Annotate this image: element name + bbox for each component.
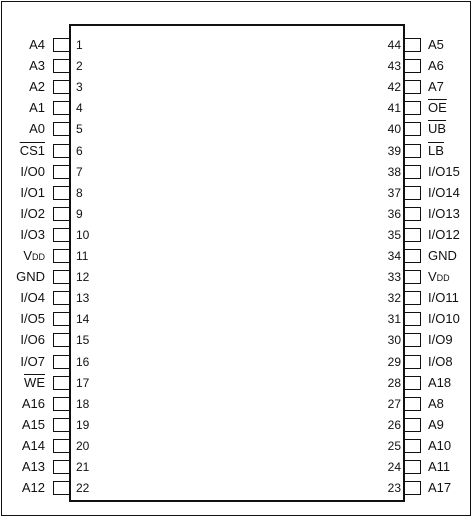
pin-label-text: I/O1 (20, 184, 45, 200)
pin-lead-left (53, 376, 69, 390)
pin-label (20, 144, 45, 158)
pin-label-text: I/O14 (428, 184, 460, 200)
pin-lead-left (53, 207, 69, 221)
pin-lead-left (53, 101, 69, 115)
pin-lead-right (405, 101, 421, 115)
pin-lead-left (53, 249, 69, 263)
pin-number: 4 (76, 101, 83, 116)
chip-body (69, 24, 405, 502)
pin-lead-left (53, 355, 69, 369)
pin-label (428, 122, 446, 136)
pin-label (20, 291, 45, 305)
pin-number: 17 (76, 375, 90, 390)
pin-lead-right (405, 418, 421, 432)
pin-lead-right (405, 122, 421, 136)
pin-lead-left (53, 397, 69, 411)
pin-label-text: I/O6 (20, 332, 45, 348)
pin-number: 23 (387, 481, 401, 496)
pin-label (24, 376, 45, 390)
pin-number: 2 (76, 59, 83, 74)
pin-lead-right (405, 312, 421, 326)
pin-label-text: GND (16, 269, 45, 285)
pin-lead-left (53, 333, 69, 347)
pin-lead-left (53, 59, 69, 73)
pin-lead-right (405, 481, 421, 495)
pin-number: 14 (76, 312, 90, 327)
pin-label (428, 38, 444, 52)
pin-label-text: I/O9 (428, 332, 453, 348)
pin-label (20, 355, 45, 369)
pin-number: 22 (76, 481, 90, 496)
pin-label-text: $\overline{LB}$ (428, 142, 444, 158)
pin-label-text: I/O5 (20, 311, 45, 327)
pin-label-text: I/O15 (428, 163, 460, 179)
pin-number: 36 (387, 206, 401, 221)
pin-number: 29 (387, 354, 401, 369)
pin-label (428, 481, 451, 495)
pin-label-text: I/O0 (20, 163, 45, 179)
pin-lead-left (53, 186, 69, 200)
pin-lead-left (53, 460, 69, 474)
pin-label (20, 312, 45, 326)
pin-number: 24 (387, 460, 401, 474)
pin-lead-left (53, 439, 69, 453)
pin-label-text: A8 (428, 395, 444, 411)
pin-label (428, 186, 460, 200)
pin-label-text: A5 (428, 37, 444, 52)
pin-number: 32 (387, 291, 401, 306)
pin-label (428, 270, 450, 284)
pin-number: 12 (76, 270, 90, 285)
orientation-notch (113, 24, 135, 25)
pin-label-text: I/O13 (428, 205, 460, 221)
pin-label (428, 439, 451, 453)
pin-label (29, 122, 45, 136)
pin-lead-left (53, 481, 69, 495)
pin-label-text: A9 (428, 416, 444, 432)
pin-lead-left (53, 418, 69, 432)
pin-label-text: A4 (29, 37, 45, 52)
pin-number: 30 (387, 333, 401, 348)
pin-number: 18 (76, 396, 90, 411)
pin-label-text: A13 (21, 459, 45, 474)
pin-label-text: A1 (29, 100, 45, 116)
pin-number: 10 (76, 227, 90, 242)
pin-lead-right (405, 80, 421, 94)
pin-number: 1 (76, 38, 83, 52)
pin-label-text: V (428, 269, 437, 285)
pin-label (428, 144, 444, 158)
pin-label (29, 38, 45, 52)
pin-lead-right (405, 59, 421, 73)
pin-number: 9 (76, 206, 83, 221)
pin-label-text: V (23, 248, 32, 263)
pin-lead-left (53, 270, 69, 284)
pin-lead-right (405, 207, 421, 221)
pin-label (428, 376, 451, 390)
pin-number: 34 (387, 249, 401, 263)
pin-lead-right (405, 355, 421, 369)
pin-number: 3 (76, 80, 83, 95)
pin-label (428, 333, 453, 347)
pin-label-text: $\overline{UB}$ (428, 121, 447, 137)
pin-label-text: $\overline{WE}$ (24, 374, 45, 390)
pin-number: 44 (387, 38, 401, 52)
pin-label (20, 228, 45, 242)
pin-label-text: A12 (21, 480, 45, 496)
pin-label (428, 312, 460, 326)
pin-label-subscript: DD (436, 273, 450, 284)
pin-number: 15 (76, 333, 90, 348)
pin-label (23, 249, 45, 263)
pin-lead-right (405, 38, 421, 52)
pin-label (22, 481, 45, 495)
pin-label-text: A18 (428, 374, 452, 390)
pin-number: 20 (76, 438, 90, 453)
pin-label (428, 207, 460, 221)
pin-label (20, 165, 45, 179)
pin-label-text: A10 (428, 437, 452, 453)
pin-number: 26 (387, 417, 401, 432)
pin-label (428, 397, 444, 411)
pin-label (20, 207, 45, 221)
pin-label (16, 270, 45, 284)
pin-lead-left (53, 144, 69, 158)
pin-number: 37 (387, 185, 401, 200)
pin-label-text: A3 (29, 58, 45, 74)
pin-label-text: I/O3 (20, 226, 45, 242)
pin-number: 6 (76, 143, 83, 158)
pin-lead-left (53, 165, 69, 179)
pin-label-subscript: DD (32, 252, 45, 262)
pin-label-text: I/O12 (428, 226, 460, 242)
pin-label-text: A17 (428, 480, 452, 496)
pin-label (20, 186, 45, 200)
pin-label (428, 291, 459, 305)
pin-label (428, 418, 444, 432)
pin-label-text: I/O8 (428, 353, 453, 369)
pin-label-text: I/O11 (428, 290, 459, 306)
pin-number: 11 (76, 249, 89, 263)
pin-label-text: A6 (428, 58, 444, 74)
pin-number: 33 (387, 270, 401, 285)
pin-number: 8 (76, 185, 83, 200)
pin-lead-right (405, 376, 421, 390)
pin-number: 16 (76, 354, 90, 369)
pin-number: 5 (76, 122, 83, 137)
pin-lead-left (53, 291, 69, 305)
pin-label (428, 228, 460, 242)
pin-number: 31 (387, 312, 401, 327)
pin-label-text: I/O10 (428, 311, 460, 327)
pin-label (428, 460, 450, 474)
pin-number: 13 (76, 291, 90, 306)
pin-label (22, 460, 45, 474)
pin-label (29, 80, 45, 94)
pin-number: 42 (387, 80, 401, 95)
pin-number: 25 (387, 438, 401, 453)
pin-lead-right (405, 439, 421, 453)
pin-lead-left (53, 38, 69, 52)
pin-label (22, 418, 45, 432)
pin-label (428, 101, 447, 115)
pin-number: 41 (387, 101, 401, 116)
pin-label-text: A14 (21, 437, 45, 453)
pin-lead-right (405, 165, 421, 179)
pin-label-text: A7 (428, 79, 444, 95)
pin-label-text: A16 (21, 395, 45, 411)
pin-lead-right (405, 270, 421, 284)
pin-number: 39 (387, 143, 401, 158)
pin-label (20, 333, 45, 347)
pin-label-text: A15 (21, 416, 45, 432)
pin-label-text: A0 (29, 121, 45, 137)
pin-label-text: I/O7 (20, 353, 45, 369)
pin-number: 43 (387, 59, 401, 74)
pin-label-text: I/O2 (20, 205, 45, 221)
pin-lead-left (53, 80, 69, 94)
pin-lead-right (405, 333, 421, 347)
pin-label (428, 80, 444, 94)
pin-label (428, 355, 453, 369)
pin-number: 38 (387, 164, 401, 179)
pin-lead-right (405, 291, 421, 305)
pin-lead-left (53, 228, 69, 242)
pin-number: 40 (387, 122, 401, 137)
pin-number: 35 (387, 227, 401, 242)
pin-lead-right (405, 397, 421, 411)
pin-lead-right (405, 249, 421, 263)
pin-lead-right (405, 186, 421, 200)
pin-lead-right (405, 144, 421, 158)
pin-label (22, 397, 45, 411)
pin-number: 19 (76, 417, 90, 432)
pin-label (29, 59, 45, 73)
pin-lead-right (405, 460, 421, 474)
pin-label (428, 249, 457, 263)
pin-label-text: I/O4 (20, 290, 45, 306)
pin-label-text: A2 (29, 79, 45, 95)
pin-label (428, 59, 444, 73)
pin-label (428, 165, 460, 179)
pin-label-text: GND (428, 248, 457, 263)
pin-lead-right (405, 228, 421, 242)
pin-label (29, 101, 45, 115)
pin-label-text: A11 (428, 459, 451, 474)
pin-label-text: $\overline{OE}$ (428, 100, 447, 116)
pin-number: 7 (76, 164, 83, 179)
pin-label (22, 439, 45, 453)
pin-label-text: CS1 (19, 142, 45, 158)
pin-lead-left (53, 312, 69, 326)
pin-number: 28 (387, 375, 401, 390)
pin-lead-left (53, 122, 69, 136)
pin-number: 27 (387, 396, 401, 411)
pin-number: 21 (76, 460, 90, 474)
